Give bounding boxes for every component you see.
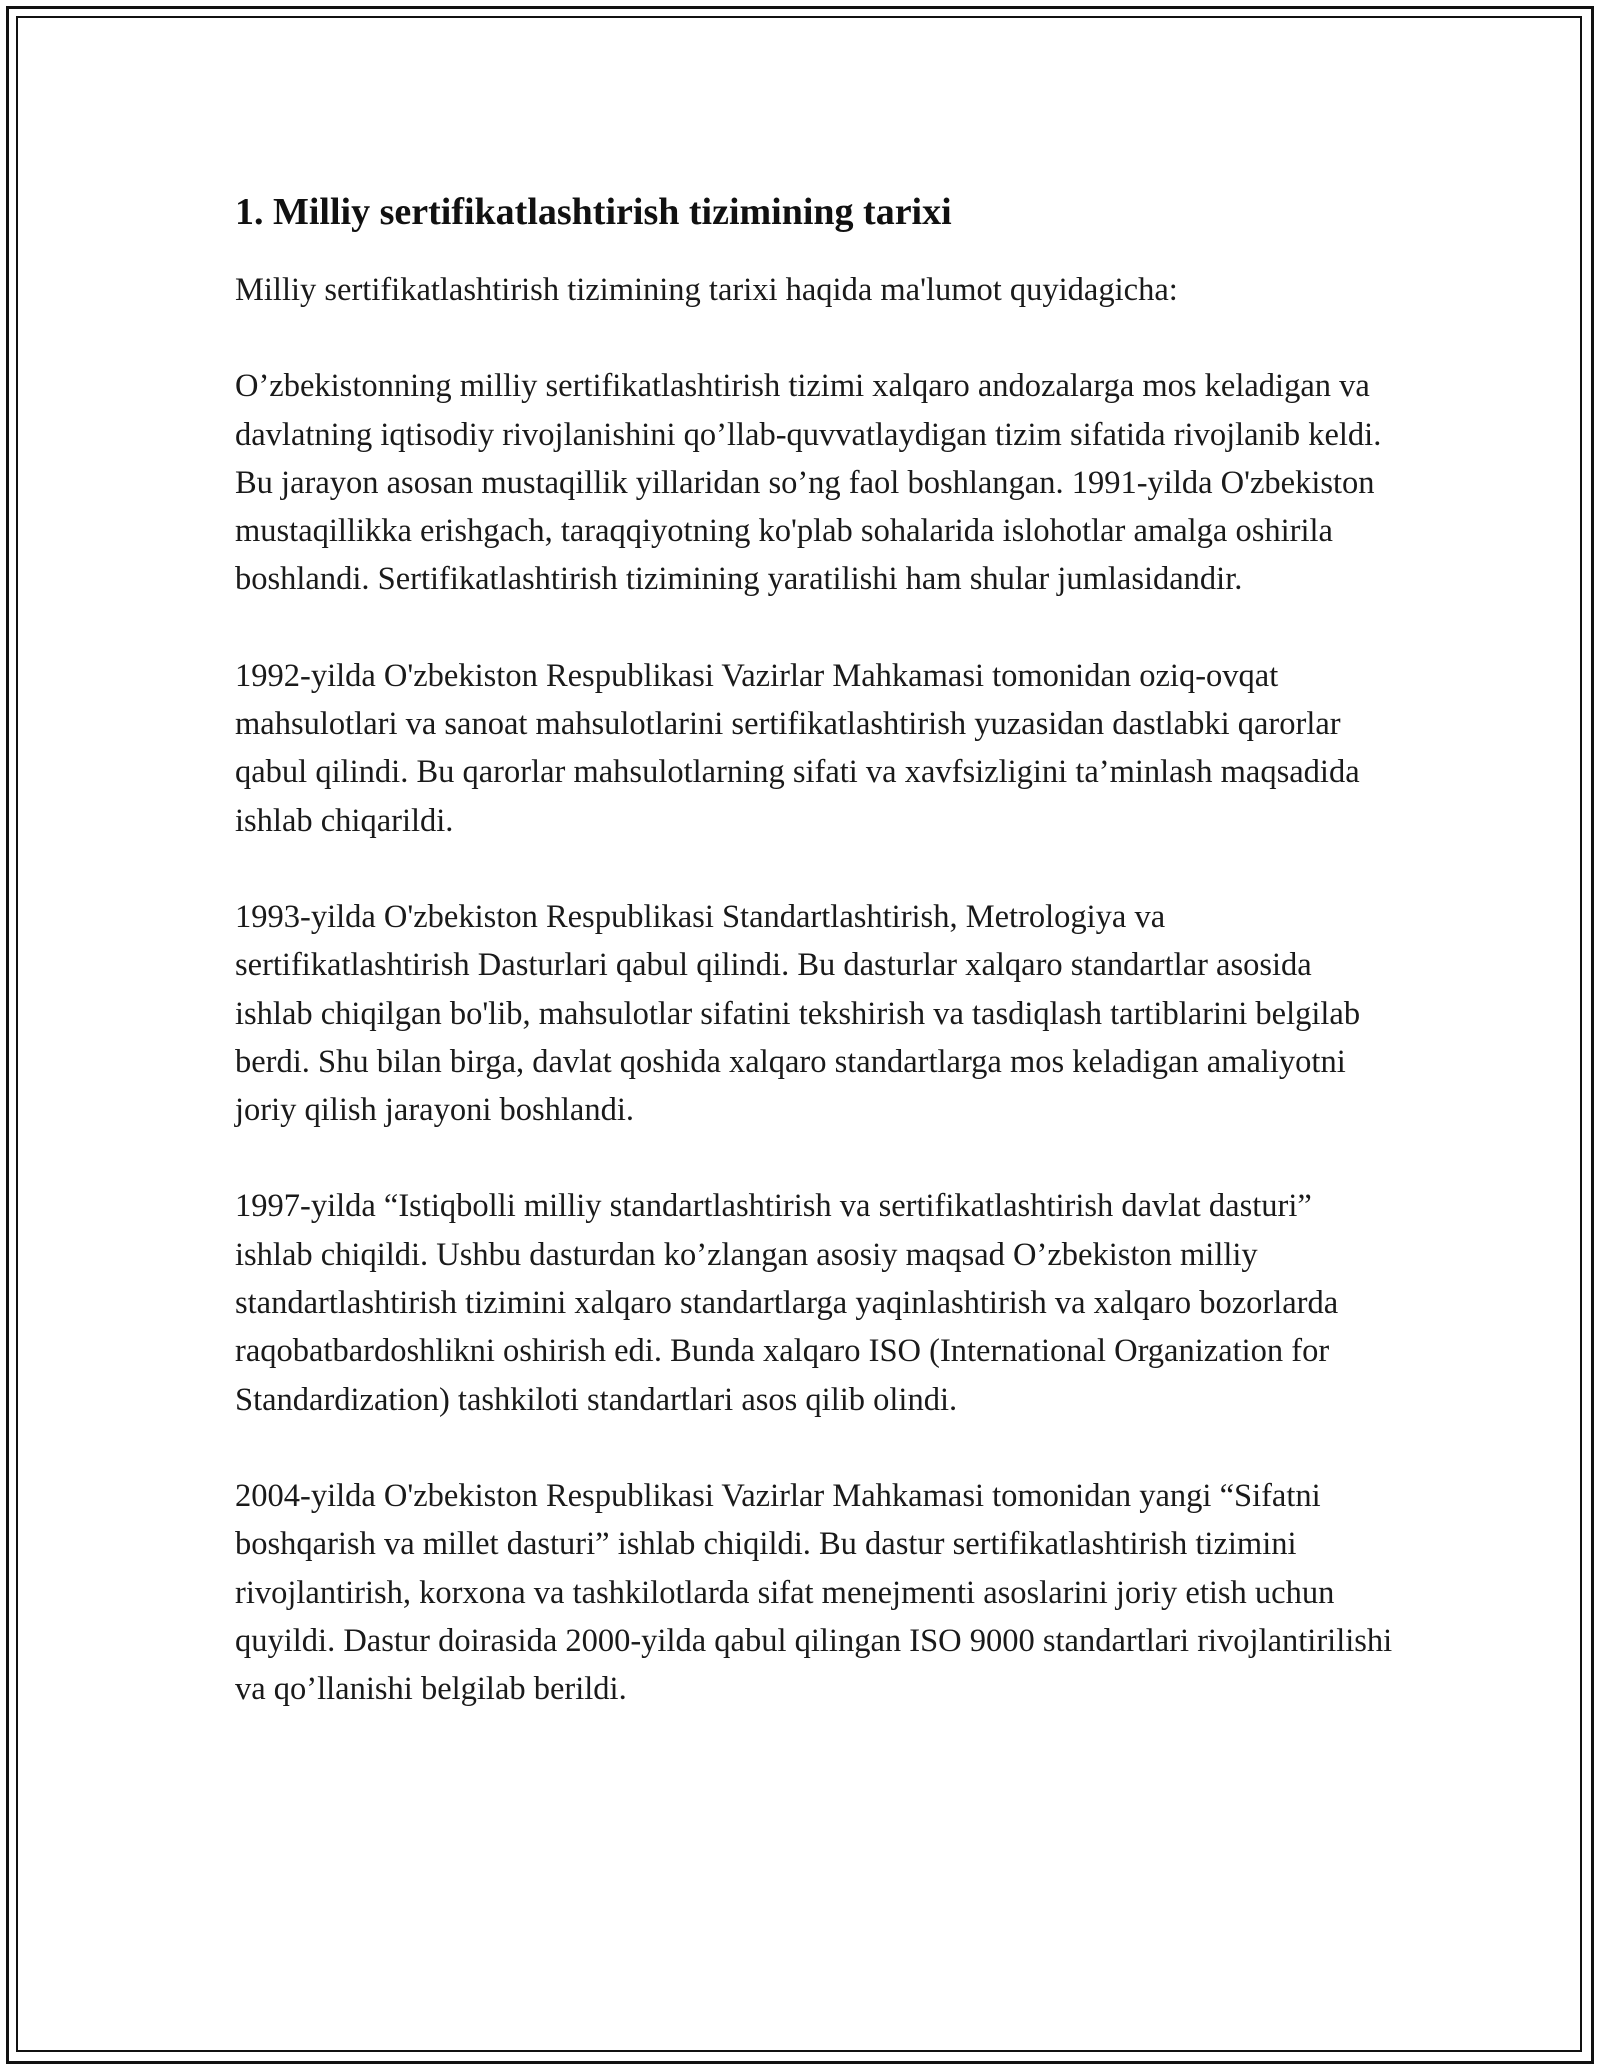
section-title: 1. Milliy sertifikatlashtirish tizimining tarixi (235, 191, 952, 233)
paragraph-1992: 1992-yilda O'zbekiston Respublikasi Vazirlar Mahkamasi tomonidan oziq-ovqat mahsulotlari va sanoat mahsulotlarini sertifikatlashtirish yuzasidan dastlabki qarorlar qabul qilindi. Bu qarorlar mahsulotlarning sifati va xavfsizligini ta’minlash maqsadida ishlab chiqarildi. (235, 657, 1360, 839)
paragraph-1993: 1993-yilda O'zbekiston Respublikasi Standartlashtirish, Metrologiya va sertifikatlashtirish Dasturlari qabul qilindi. Bu dasturlar xalqaro standartlar asosida ishlab chiqilgan bo'lib, mahsulotlar sifatini tekshirish va tasdiqlash tartiblarini belgilab berdi. Shu bilan birga, davlat qoshida xalqaro standartlarga mos keladigan amaliyotni joriy qilish jarayoni boshlandi. (235, 898, 1361, 1129)
intro-paragraph: Milliy sertifikatlashtirish tizimining tarixi haqida ma'lumot quyidagicha: (235, 272, 1178, 308)
paragraph-1997: 1997-yilda “Istiqbolli milliy standartlashtirish va sertifikatlashtirish davlat dasturi” ishlab chiqildi. Ushbu dasturdan ko’zlangan asosiy maqsad O’zbekiston milliy standartlashtirish tizimini xalqaro standartlarga yaqinlashtirish va xalqaro bozorlarda raqobatbardoshlikni oshirish edi. Bunda xalqaro ISO (International Organization for Standardization) tashkiloti standartlari asos qilib olindi. (235, 1188, 1339, 1418)
paragraph-1991: O’zbekistonning milliy sertifikatlashtirish tizimi xalqaro andozalarga mos keladigan va davlatning iqtisodiy rivojlanishini qo’llab-quvvatlaydigan tizim sifatida rivojlanib keldi. Bu jarayon asosan mustaqillik yillaridan so’ng faol boshlangan. 1991-yilda O'zbekiston mustaqillikka erishgach, taraqqiyotning ko'plab sohalarida islohotlar amalga oshirila boshlandi. Sertifikatlashtirish tizimining yaratilishi ham shular jumlasidandir. (235, 368, 1382, 598)
document-body (235, 186, 1395, 1761)
paragraph-2004: 2004-yilda O'zbekiston Respublikasi Vazirlar Mahkamasi tomonidan yangi “Sifatni boshqarish va millet dasturi” ishlab chiqildi. Bu dastur sertifikatlashtirish tizimini rivojlantirish, korxona va tashkilotlarda sifat menejmenti asoslarini joriy etish uchun quyildi. Dastur doirasida 2000-yilda qabul qilingan ISO 9000 standartlari rivojlantirilishi va qo’llanishi belgilab berildi. (235, 1477, 1393, 1708)
